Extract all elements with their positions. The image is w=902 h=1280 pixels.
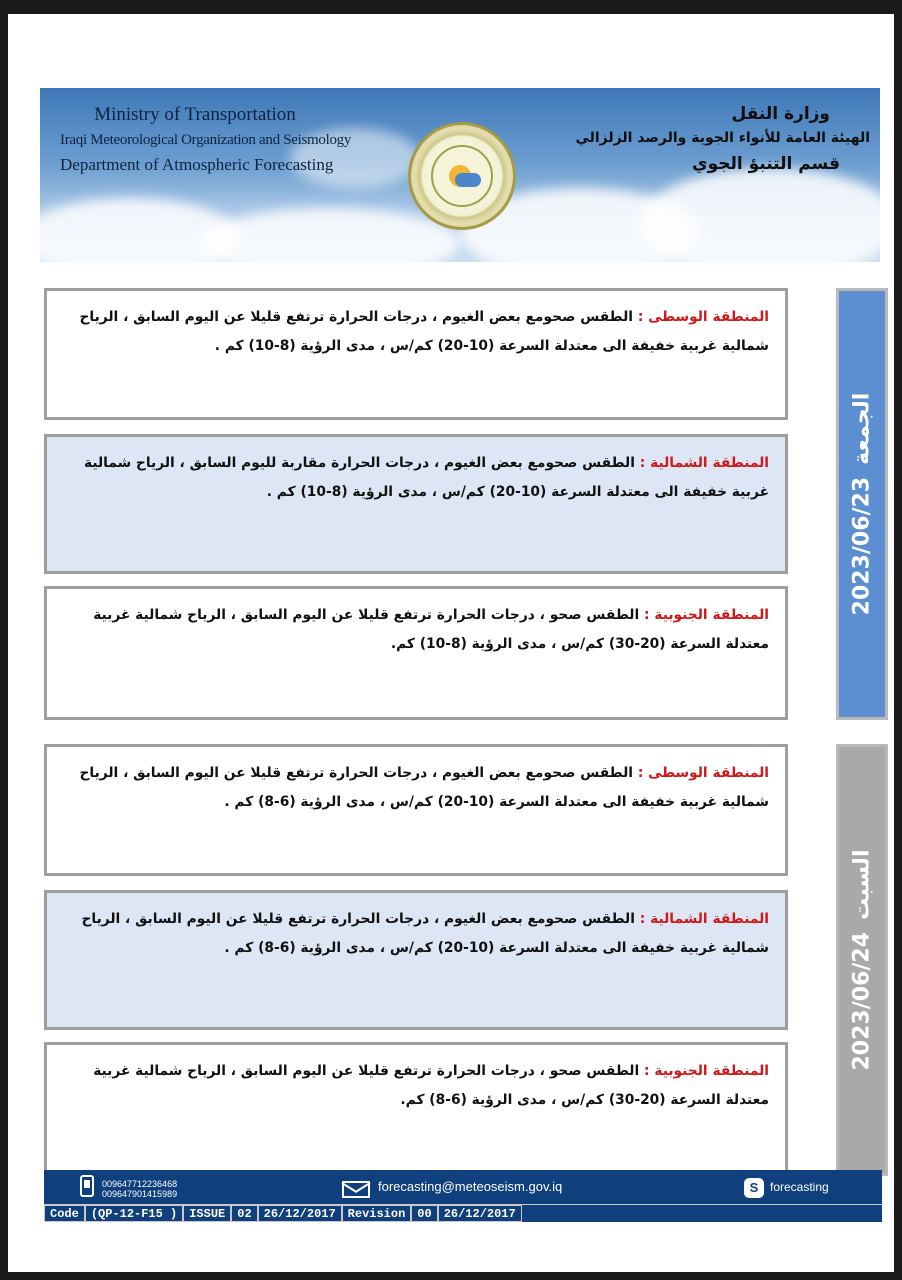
forecast-southern xyxy=(44,586,788,720)
phone-number: 009647901415989 xyxy=(102,1189,178,1199)
skype-icon: S xyxy=(744,1178,764,1198)
day-forecast-2 xyxy=(44,744,888,1176)
organization-name-ar: الهيئة العامة للأنواء الجوية والرصد الزلزالي xyxy=(575,130,870,146)
forecast-text: الطقس صحومع بعض الغيوم ، درجات الحرارة ترتفع قليلا عن اليوم السابق ، الرياح شمالية غربية خفيفة الى معتدلة السرعة (10-20) كم/س ، مدى الرؤية (6-8) كم . xyxy=(79,765,769,810)
region-label: المنطقة الجنوبية : xyxy=(644,1063,769,1079)
contact-email[interactable]: forecasting@meteoseism.gov.iq xyxy=(378,1179,563,1194)
header-english xyxy=(60,104,352,175)
skype-handle: forecasting xyxy=(770,1180,829,1194)
issue-date: 26/12/2017 xyxy=(258,1205,342,1222)
forecast-text: الطقس صحو ، درجات الحرارة ترتفع قليلا عن اليوم السابق ، الرياح شمالية غربية معتدلة السرعة (20-30) كم/س ، مدى الرؤية (6-8) كم. xyxy=(93,1063,769,1108)
revision-number: 00 xyxy=(411,1205,437,1222)
code-label: Code xyxy=(44,1205,85,1222)
phone-number: 009647712236468 xyxy=(102,1179,178,1189)
code-value: (QP-12-F15 ) xyxy=(85,1205,183,1222)
day-name: الجمعة xyxy=(849,392,875,465)
phone-icon xyxy=(80,1175,94,1197)
cloud-icon xyxy=(455,173,481,187)
region-label: المنطقة الشمالية : xyxy=(639,455,769,471)
department-name-en: Department of Atmospheric Forecasting xyxy=(60,155,334,174)
document-code-row xyxy=(44,1204,882,1222)
forecast-northern xyxy=(44,890,788,1030)
forecast-text: الطقس صحومع بعض الغيوم ، درجات الحرارة ترتفع قليلا عن اليوم السابق ، الرياح شمالية غربية خفيفة الى معتدلة السرعة (10-20) كم/س ، مدى الرؤية (6-8) كم . xyxy=(81,911,769,956)
date-column xyxy=(836,744,888,1176)
date-label xyxy=(850,844,875,1077)
department-name-ar: قسم التنبؤ الجوي xyxy=(692,154,840,174)
forecast-text: الطقس صحومع بعض الغيوم ، درجات الحرارة مقاربة لليوم السابق ، الرياح شمالية غربية خفيفة الى معتدلة السرعة (10-20) كم/س ، مدى الرؤية (8-10) كم . xyxy=(83,455,769,500)
revision-date: 26/12/2017 xyxy=(438,1205,522,1222)
issue-number: 02 xyxy=(231,1205,257,1222)
region-label: المنطقة الشمالية : xyxy=(639,911,769,927)
document-page xyxy=(8,14,894,1272)
phone-numbers xyxy=(102,1179,177,1199)
forecast-text: الطقس صحو ، درجات الحرارة ترتفع قليلا عن اليوم السابق ، الرياح شمالية غربية معتدلة السرعة (20-30) كم/س ، مدى الرؤية (8-10) كم. xyxy=(93,607,769,652)
forecast-northern xyxy=(44,434,788,574)
day-name: السبت xyxy=(849,849,875,920)
date-value: 2023/06/24 xyxy=(849,931,875,1071)
header-banner xyxy=(40,88,880,262)
organization-name-en: Iraqi Meteorological Organization and Seismology xyxy=(60,132,352,148)
forecast-text: الطقس صحومع بعض الغيوم ، درجات الحرارة ترتفع قليلا عن اليوم السابق ، الرياح شمالية غربية خفيفة الى معتدلة السرعة (10-20) كم/س ، مدى الرؤية (8-10) كم . xyxy=(79,309,769,354)
organization-logo xyxy=(408,122,516,230)
header-arabic xyxy=(575,104,870,174)
region-label: المنطقة الجنوبية : xyxy=(644,607,769,623)
date-label xyxy=(850,387,875,622)
forecast-southern xyxy=(44,1042,788,1176)
region-label: المنطقة الوسطى : xyxy=(637,765,769,781)
revision-label: Revision xyxy=(342,1205,412,1222)
mail-icon xyxy=(342,1181,370,1198)
forecast-central xyxy=(44,288,788,420)
date-value: 2023/06/23 xyxy=(849,476,875,616)
day-forecast-1 xyxy=(44,288,888,720)
date-column xyxy=(836,288,888,720)
footer-bar xyxy=(44,1170,882,1222)
ministry-name-ar: وزارة النقل xyxy=(731,104,830,124)
region-label: المنطقة الوسطى : xyxy=(637,309,769,325)
forecast-central xyxy=(44,744,788,876)
ministry-name-en: Ministry of Transportation xyxy=(94,104,296,125)
issue-label: ISSUE xyxy=(183,1205,231,1222)
